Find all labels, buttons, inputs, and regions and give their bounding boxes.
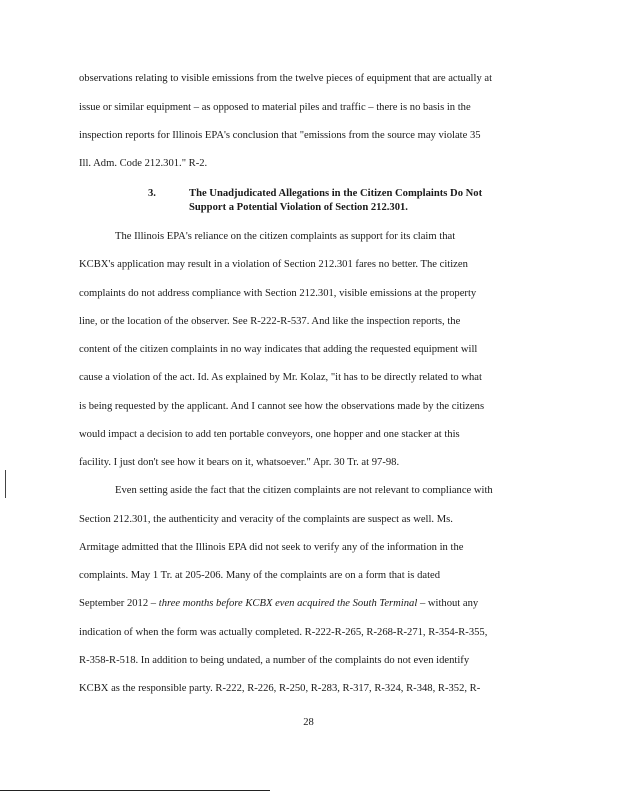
paragraph-1-line-7: is being requested by the applicant. And I cannot see how the observations made by the citizens — [79, 401, 485, 412]
paragraph-2-line-2: Section 212.301, the authenticity and veracity of the complaints are suspect as well. Ms. — [79, 514, 453, 525]
section-heading-line-1: The Unadjudicated Allegations in the Citizen Complaints Do Not — [189, 188, 483, 199]
body-line-2: issue or similar equipment – as opposed to material piles and traffic – there is no basis in the — [79, 102, 471, 113]
paragraph-1-line-8: would impact a decision to add ten portable conveyors, one hopper and one stacker at this — [79, 429, 460, 440]
paragraph-1-line-5: content of the citizen complaints in no way indicates that adding the requested equipment will — [79, 344, 478, 355]
footnote-rule — [0, 790, 270, 791]
paragraph-2-line-4: complaints. May 1 Tr. at 205-206. Many of the complaints are on a form that is dated — [79, 570, 441, 581]
paragraph-2-line-8: KCBX as the responsible party. R-222, R-226, R-250, R-283, R-317, R-324, R-348, R-352, R- — [79, 683, 481, 694]
paragraph-1-line-2: KCBX's application may result in a violation of Section 212.301 fares no better. The citizen — [79, 259, 468, 270]
italic-emphasis: three months before KCBX even acquired the South Terminal — [158, 598, 418, 609]
paragraph-2-line-5 — [79, 597, 478, 611]
paragraph-1-line-4: line, or the location of the observer. See R-222-R-537. And like the inspection reports, the — [79, 316, 461, 327]
line-5-end: – without any — [419, 598, 479, 609]
body-line-1: observations relating to visible emissions from the twelve pieces of equipment that are actually at — [79, 73, 493, 84]
paragraph-2-line-1: Even setting aside the fact that the citizen complaints are not relevant to compliance with — [115, 485, 493, 496]
body-line-3: inspection reports for Illinois EPA's conclusion that "emissions from the source may violate 35 — [79, 130, 481, 141]
line-5-start: September 2012 – — [79, 598, 157, 609]
paragraph-2-line-6: indication of when the form was actually completed. R-222-R-265, R-268-R-271, R-354-R-355, — [79, 627, 488, 638]
body-line-4: Ill. Adm. Code 212.301." R-2. — [79, 158, 208, 169]
scan-edge-mark — [5, 470, 6, 498]
paragraph-1-line-3: complaints do not address compliance with Section 212.301, visible emissions at the property — [79, 288, 477, 299]
section-number: 3. — [148, 188, 156, 199]
paragraph-1-line-9: facility. I just don't see how it bears on it, whatsoever." Apr. 30 Tr. at 97-98. — [79, 457, 400, 468]
paragraph-2-line-3: Armitage admitted that the Illinois EPA did not seek to verify any of the information in the — [79, 542, 464, 553]
page-number: 28 — [303, 717, 314, 728]
paragraph-2-line-7: R-358-R-518. In addition to being undated, a number of the complaints do not even identify — [79, 655, 470, 666]
paragraph-1-line-1: The Illinois EPA's reliance on the citizen complaints as support for its claim that — [115, 231, 456, 242]
paragraph-1-line-6: cause a violation of the act. Id. As explained by Mr. Kolaz, "it has to be directly related to what — [79, 372, 482, 383]
section-heading-line-2: Support a Potential Violation of Section 212.301. — [189, 202, 408, 213]
